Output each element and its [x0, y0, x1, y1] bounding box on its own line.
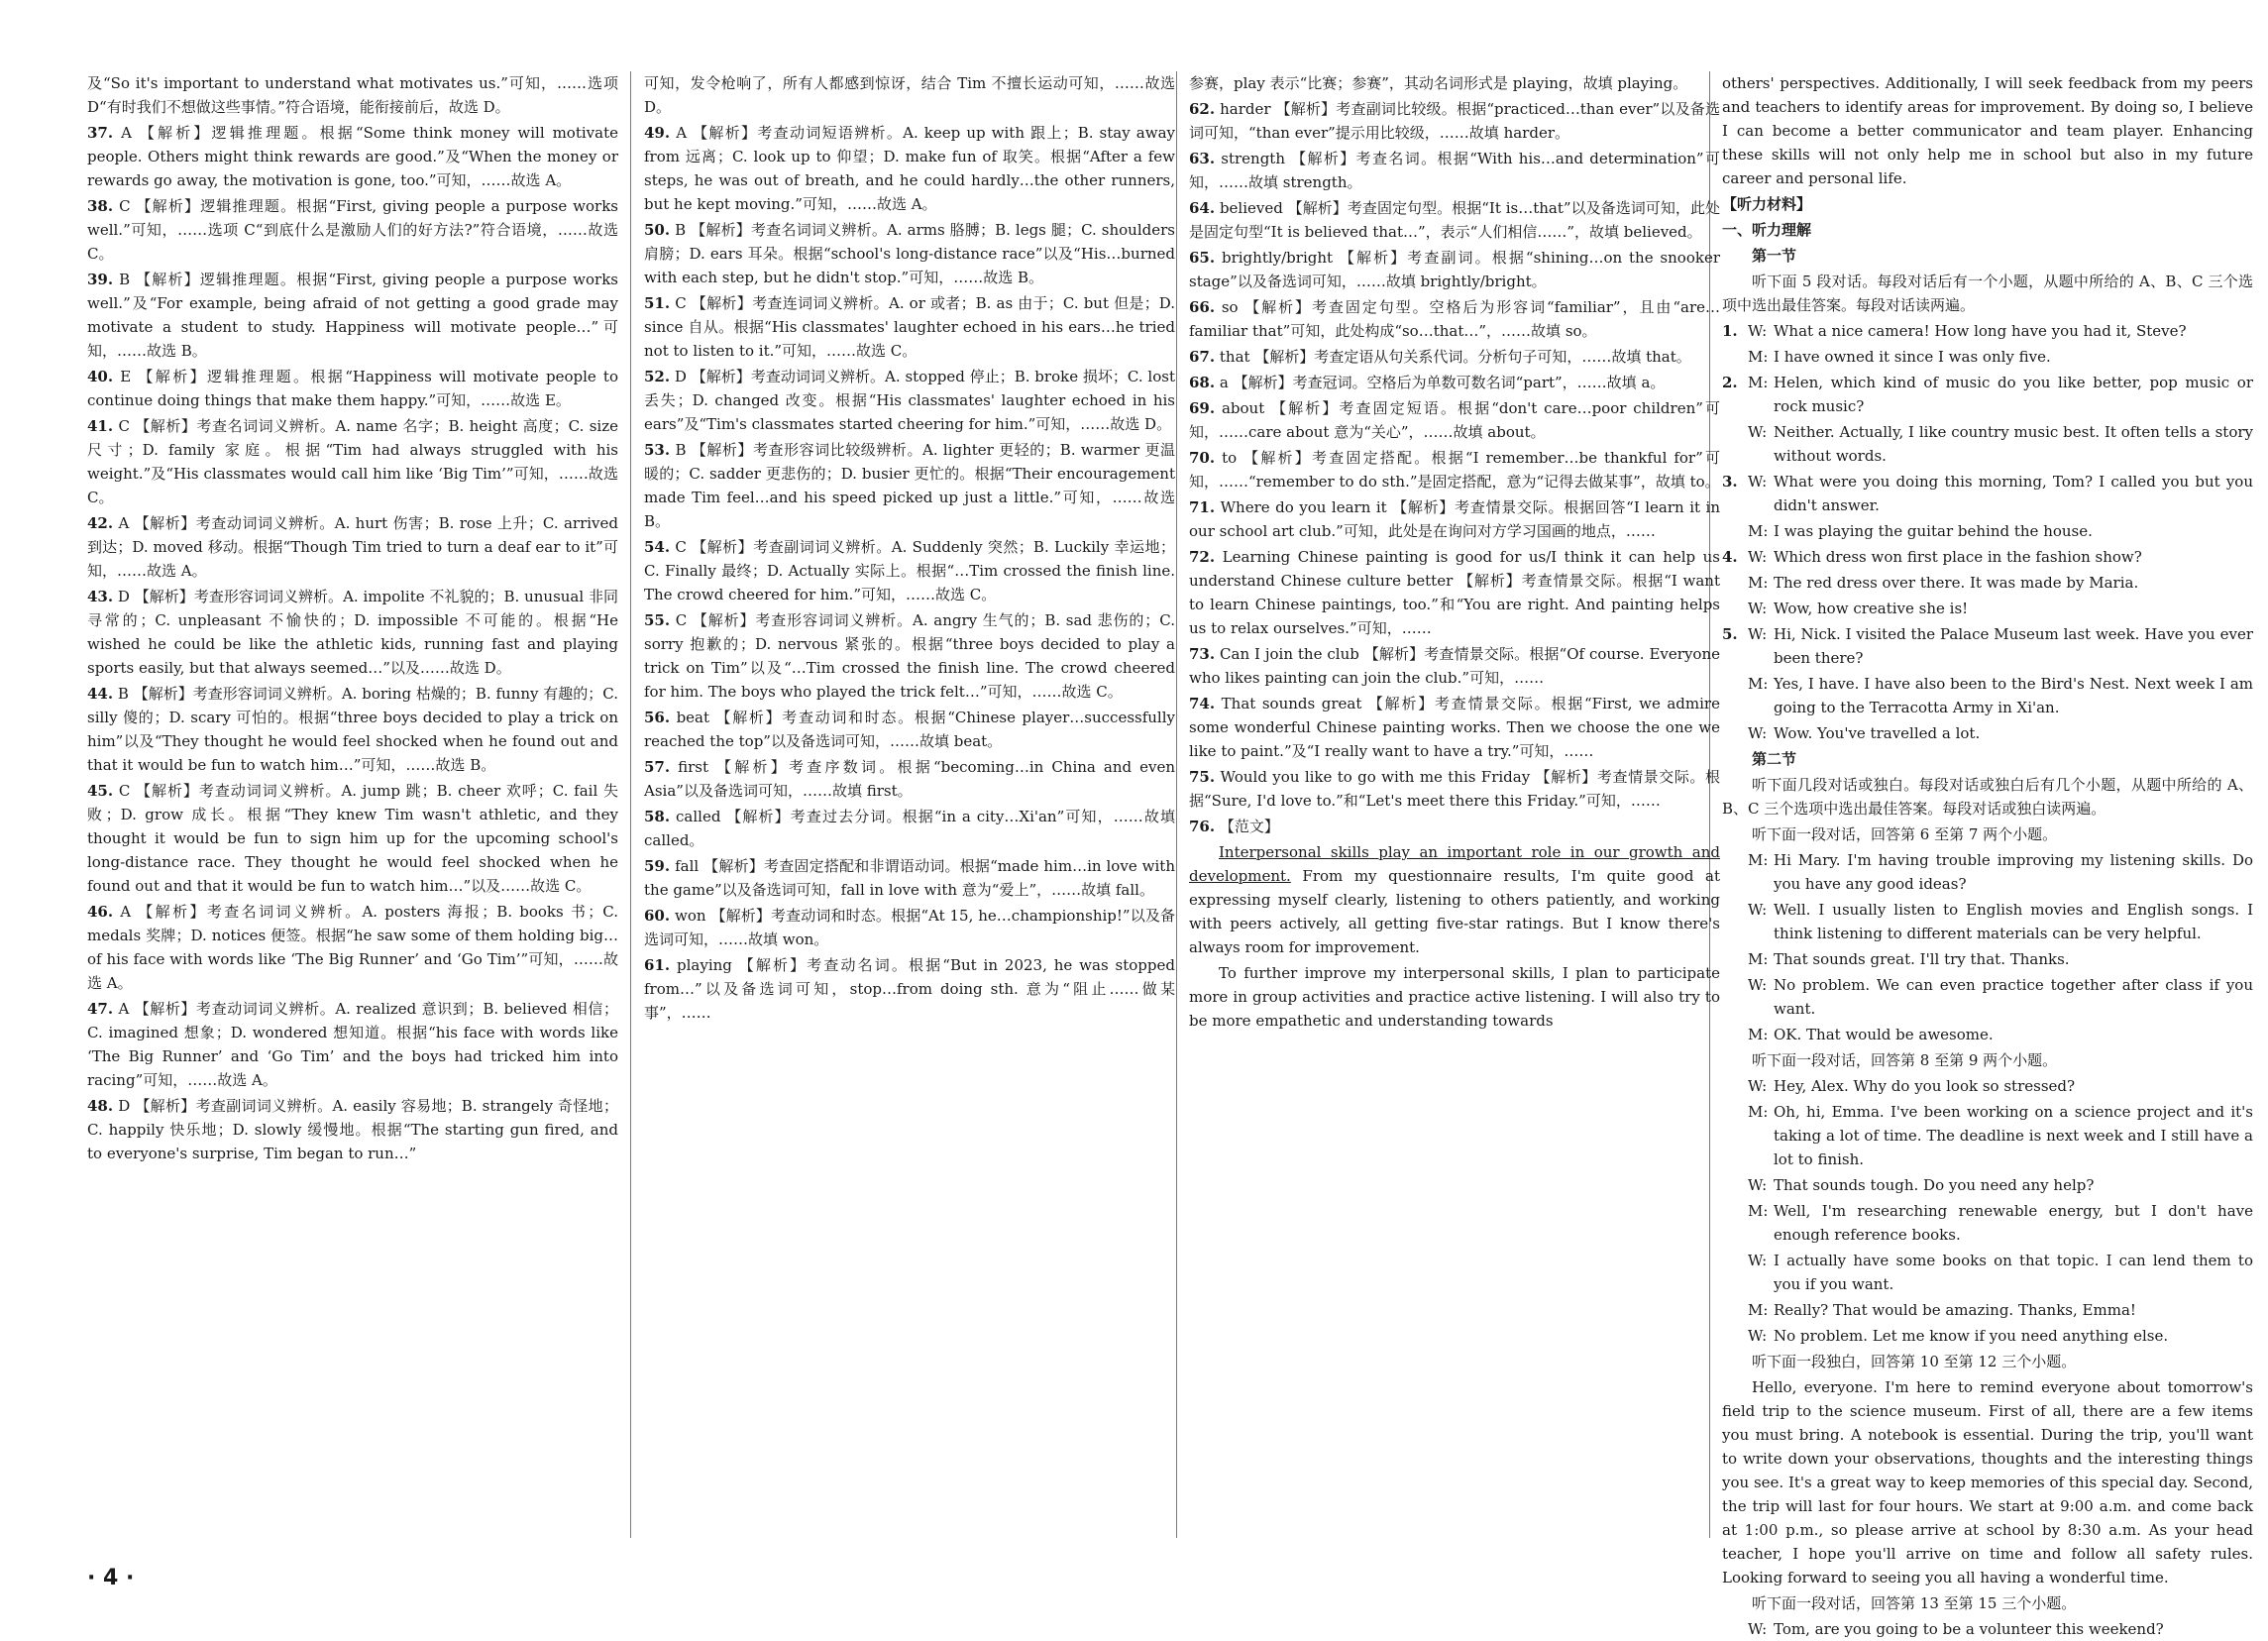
column-2	[644, 71, 1175, 1538]
answer-item	[1722, 1375, 2253, 1589]
dialogue-line	[1722, 1249, 2253, 1296]
speaker-label: W:	[1748, 1176, 1768, 1194]
indent-spacer	[1722, 1199, 1748, 1247]
item-text: 参赛，play 表示“比赛；参赛”，其动名词形式是 playing，故填 playing。	[1189, 74, 1688, 92]
item-text: C 【解析】考查连词词义辨析。A. or 或者；B. as 由于；C. but 但是；D. since 自从。根据“His classmates' laughter echoed in his ears…he tried not to listen to it.”可知，……故选 C。	[644, 294, 1175, 360]
item-text: 一、听力理解	[1722, 221, 1812, 239]
question-number: 63.	[1189, 150, 1216, 167]
essay-paragraph	[1189, 961, 1720, 1033]
item-text: Learning Chinese painting is good for us/I think it can help us understand Chinese culture better 【解析】考查情景交际。根据“I want to learn Chinese paintings, too.”和“You are right. And painting helps us to relax ourselves.”可知，……	[1189, 548, 1720, 637]
answer-item	[644, 608, 1175, 704]
item-text: 听下面一段对话，回答第 13 至第 15 三个小题。	[1752, 1594, 2077, 1612]
question-number: 65.	[1189, 249, 1216, 267]
underlined-topic-sentence: Interpersonal skills play an important role in our growth and development.	[1189, 843, 1720, 885]
indent-spacer	[1722, 1617, 1748, 1641]
question-number: 4.	[1722, 548, 1738, 566]
answer-item	[644, 365, 1175, 436]
dialogue-line	[1722, 848, 2253, 896]
item-text: to 【解析】考查固定搭配。根据“I remember…be thankful for”可知，……“remember to do sth.”是固定搭配，意为“记得去做某事”，故填 to。	[1189, 449, 1720, 491]
dialogue-text: The red dress over there. It was made by Maria.	[1774, 574, 2139, 592]
dialogue-line	[1722, 1023, 2253, 1046]
question-number: 66.	[1189, 298, 1216, 316]
indent-spacer	[1722, 947, 1748, 971]
page-number: · 4 ·	[87, 1566, 135, 1590]
item-text: To further improve my interpersonal skills, I plan to participate more in group activities and practice active listening. I will also try to be more empathetic and understanding towards	[1189, 964, 1720, 1030]
speaker-label: M:	[1748, 950, 1769, 968]
speaker-label: M:	[1748, 374, 1769, 391]
answer-item	[644, 706, 1175, 753]
item-text: C 【解析】考查动词词义辨析。A. jump 跳；B. cheer 欢呼；C. fail 失败；D. grow 成长。根据“They knew Tim wasn't athletic, and they thought it would be fun to sign him up for the upcoming school's long-distance race. They thought he would feel shocked when he found out and that it would be fun to watch him…”以及……故选 C。	[87, 782, 618, 895]
question-number: 54.	[644, 538, 671, 556]
item-text: Can I join the club 【解析】考查情景交际。根据“Of course. Everyone who likes painting can join the club.”可知，……	[1189, 645, 1721, 687]
dialogue-text: I have owned it since I was only five.	[1774, 348, 2051, 366]
question-number: 47.	[87, 1000, 114, 1018]
question-number: 70.	[1189, 449, 1216, 467]
answer-item	[87, 121, 618, 192]
essay-paragraph	[1189, 840, 1720, 959]
item-text: Hello, everyone. I'm here to remind everyone about tomorrow's field trip to the science museum. First of all, there are a few items you must bring. A notebook is essential. During the trip, you'll want to write down your observations, thoughts and the interesting things you see. It's a great way to keep memories of this special day. Second, the trip will last for four hours. We start at 9:00 a.m. and come back at 1:00 p.m., so please arrive at school by 8:30 a.m. As your head teacher, I hope you'll arrive on time and follow all safety rules. Looking forward to seeing you all having a wonderful time.	[1722, 1378, 2253, 1586]
dialogue-text: Oh, hi, Emma. I've been working on a science project and it's taking a lot of time. The deadline is next week and I still have a lot to finish.	[1774, 1103, 2253, 1168]
answer-item	[87, 414, 618, 509]
question-number: 69.	[1189, 399, 1216, 417]
item-text: A 【解析】考查名词词义辨析。A. posters 海报；B. books 书；C. medals 奖牌；D. notices 便签。根据“he saw some of them holding big…of his face with words like ‘The Big Runner’ and ‘Go Tim’”可知，……故选 A。	[87, 903, 618, 992]
item-text: 【范文】	[1219, 818, 1279, 835]
dialogue-text: Yes, I have. I have also been to the Bird's Nest. Next week I am going to the Terracotta Army in Xi'an.	[1774, 675, 2253, 716]
answer-item	[1189, 692, 1720, 763]
indent-spacer	[1722, 1100, 1748, 1171]
dialogue-line	[1722, 1100, 2253, 1171]
answer-item	[87, 997, 618, 1092]
dialogue-line	[1722, 519, 2253, 543]
answer-item	[87, 585, 618, 680]
answer-item	[644, 121, 1175, 216]
answer-item	[87, 268, 618, 363]
answer-item	[644, 438, 1175, 533]
indent-spacer	[1722, 345, 1748, 369]
indent-spacer	[1722, 848, 1748, 896]
item-text: From my questionnaire results, I'm quite good at expressing myself clearly, listening to others patiently, and working with peers actively, all getting five-star ratings. But I know there's always room for improvement.	[1189, 867, 1720, 956]
answer-item	[644, 953, 1175, 1025]
question-number: 55.	[644, 611, 671, 629]
item-text: A 【解析】考查动词短语辨析。A. keep up with 跟上；B. stay away from 远离；C. look up to 仰望；D. make fun of 取笑。根据“After a few steps, he was out of breath, and he could hardly…the other runners, but he kept moving.”可知，……故选 A。	[644, 124, 1175, 213]
question-number: 50.	[644, 221, 671, 239]
speaker-label: W:	[1748, 548, 1768, 566]
indent-spacer	[1722, 898, 1748, 945]
question-number: 56.	[644, 709, 671, 726]
dialogue-line	[1722, 947, 2253, 971]
question-number: 53.	[644, 441, 671, 459]
speaker-label: M:	[1748, 1103, 1769, 1121]
question-number: 44.	[87, 685, 114, 703]
speaker-label: W:	[1748, 473, 1768, 491]
item-text: won 【解析】考查动词和时态。根据“At 15, he…championship!”以及备选词可知，……故填 won。	[644, 907, 1175, 948]
answer-item	[87, 900, 618, 995]
dialogue-line	[1722, 470, 2253, 517]
dialogue-text: Hey, Alex. Why do you look so stressed?	[1774, 1077, 2076, 1095]
answer-item	[87, 365, 618, 412]
item-text: 听下面一段独白，回答第 10 至第 12 三个小题。	[1752, 1353, 2077, 1370]
item-text: 听下面 5 段对话。每段对话后有一个小题，从题中所给的 A、B、C 三个选项中选出最佳答案。每段对话读两遍。	[1722, 273, 2253, 314]
item-text: 听下面一段对话，回答第 6 至第 7 两个小题。	[1752, 825, 2058, 843]
question-number: 52.	[644, 368, 671, 385]
answer-item	[1189, 147, 1720, 194]
indent-spacer	[1722, 1173, 1748, 1197]
speaker-label: M:	[1748, 522, 1769, 540]
question-number: 37.	[87, 124, 114, 142]
answer-item	[1189, 396, 1720, 444]
item-text: strength 【解析】考查名词。根据“With his…and determination”可知，……故填 strength。	[1189, 150, 1720, 191]
item-text: harder 【解析】考查副词比较级。根据“practiced…than ever”以及备选词可知，“than ever”提示用比较级，……故填 harder。	[1189, 100, 1720, 142]
speaker-label: W:	[1748, 724, 1768, 742]
question-number: 60.	[644, 907, 671, 925]
item-text: 听下面一段对话，回答第 8 至第 9 两个小题。	[1752, 1051, 2058, 1069]
question-number: 76.	[1189, 818, 1216, 835]
answer-item	[1189, 196, 1720, 244]
question-number: 40.	[87, 368, 114, 385]
speaker-label: W:	[1748, 976, 1768, 994]
question-number: 61.	[644, 956, 671, 974]
question-number: 67.	[1189, 348, 1216, 366]
dialogue-line	[1722, 898, 2253, 945]
dialogue-text: Neither. Actually, I like country music best. It often tells a story without words.	[1774, 423, 2253, 465]
answer-item	[644, 535, 1175, 606]
speaker-label: W:	[1748, 1252, 1768, 1269]
answer-item	[1722, 822, 2253, 846]
item-text: Where do you learn it 【解析】考查情景交际。根据回答“I learn it in our school art club.”可知，此处是在询问对方学习国画的地点，……	[1189, 498, 1720, 540]
question-number: 2.	[1722, 374, 1738, 391]
dialogue-text: Wow, how creative she is!	[1774, 600, 1969, 617]
answer-item	[644, 71, 1175, 119]
question-number: 73.	[1189, 645, 1216, 663]
question-number: 68.	[1189, 374, 1216, 391]
dialogue-line	[1722, 571, 2253, 595]
question-number: 57.	[644, 758, 671, 776]
dialogue-text: What were you doing this morning, Tom? I called you but you didn't answer.	[1774, 473, 2253, 514]
item-text: B 【解析】考查形容词比较级辨析。A. lighter 更轻的；B. warmer 更温暖的；C. sadder 更悲伤的；D. busier 更忙的。根据“Their encouragement made Tim feel…and his speed picked up just a little.”可知，……故选 B。	[644, 441, 1175, 530]
item-text: That sounds great 【解析】考查情景交际。根据“First, we admire some wonderful Chinese painting works. Then we choose the one we like to paint.”及“I really want to have a try.”可知，……	[1189, 695, 1720, 760]
question-number: 64.	[1189, 199, 1216, 217]
question-number: 5.	[1722, 625, 1738, 643]
indent-spacer	[1722, 1324, 1748, 1348]
dialogue-line	[1722, 622, 2253, 670]
item-text: D 【解析】考查形容词词义辨析。A. impolite 不礼貌的；B. unusual 非同寻常的；C. unpleasant 不愉快的；D. impossible 不可能的。根据“He wished he could be like the athletic kids, running fast and playing sports easily, but that always seemed…”以及……故选 D。	[87, 588, 618, 677]
indent-spacer	[1722, 973, 1748, 1021]
answer-item	[1189, 815, 1720, 838]
dialogue-line	[1722, 1173, 2253, 1197]
item-text: B 【解析】逻辑推理题。根据“First, giving people a purpose works well.”及“For example, being afraid of not getting a good grade may motivate a student to study. Happiness will motivate people…”可知，……故选 B。	[87, 271, 618, 360]
item-text: a 【解析】考查冠词。空格后为单数可数名词“part”，……故填 a。	[1219, 374, 1666, 391]
section-heading	[1722, 192, 2253, 216]
item-text: C 【解析】考查形容词词义辨析。A. angry 生气的；B. sad 悲伤的；C. sorry 抱歉的；D. nervous 紧张的。根据“three boys decided to play a trick on Tim”以及“…Tim crossed the finish line. The crowd cheered for him. The boys who played the trick felt…”可知，……故选 C。	[644, 611, 1175, 701]
column-4	[1722, 71, 2253, 1638]
item-text: 及“So it's important to understand what motivates us.”可知，……选项 D“有时我们不想做这些事情。”符合语境，能衔接前后，故选 D。	[87, 74, 618, 116]
answer-item	[644, 904, 1175, 951]
speaker-label: W:	[1748, 423, 1768, 441]
dialogue-line	[1722, 1298, 2253, 1322]
indent-spacer	[1722, 1023, 1748, 1046]
question-number: 59.	[644, 857, 671, 875]
item-text: Would you like to go with me this Friday 【解析】考查情景交际。根据“Sure, I'd love to.”和“Let's meet there this Friday.”可知，……	[1189, 768, 1720, 810]
dialogue-text: OK. That would be awesome.	[1774, 1026, 1994, 1043]
item-text: about 【解析】考查固定短语。根据“don't care…poor children”可知，……care about 意为“关心”，……故填 about。	[1189, 399, 1720, 441]
dialogue-text: That sounds tough. Do you need any help?	[1774, 1176, 2095, 1194]
dialogue-text: That sounds great. I'll try that. Thanks.	[1774, 950, 2070, 968]
dialogue-text: What a nice camera! How long have you had it, Steve?	[1774, 322, 2187, 340]
section-heading	[1722, 218, 2253, 242]
item-text: D 【解析】考查动词词义辨析。A. stopped 停止；B. broke 损坏；C. lost 丢失；D. changed 改变。根据“His classmates' laughter echoed in his ears”及“Tim's classmates started cheering for him.”可知，……故选 D。	[644, 368, 1175, 433]
question-number: 45.	[87, 782, 114, 800]
question-number: 75.	[1189, 768, 1216, 786]
indent-spacer	[1722, 571, 1748, 595]
question-number: 48.	[87, 1097, 114, 1115]
speaker-label: M:	[1748, 1026, 1769, 1043]
dialogue-line	[1722, 1074, 2253, 1098]
item-text: brightly/bright 【解析】考查副词。根据“shining…on the snooker stage”以及备选词可知，……故填 brightly/bright。	[1189, 249, 1720, 290]
speaker-label: W:	[1748, 1620, 1768, 1638]
answer-item	[1189, 371, 1720, 394]
question-number: 62.	[1189, 100, 1216, 118]
answer-item	[1189, 295, 1720, 343]
item-text: B 【解析】考查形容词词义辨析。A. boring 枯燥的；B. funny 有趣的；C. silly 傻的；D. scary 可怕的。根据“three boys decided to play a trick on him”以及“They thought he would feel shocked when he found out and that it would be fun to watch him…”可知，……故选 B。	[87, 685, 618, 774]
answer-item	[1189, 642, 1720, 690]
speaker-label: M:	[1748, 1202, 1769, 1220]
question-number: 38.	[87, 197, 114, 215]
subsection-heading	[1722, 747, 2253, 771]
dialogue-text: Hi, Nick. I visited the Palace Museum last week. Have you ever been there?	[1774, 625, 2253, 667]
answer-item	[87, 71, 618, 119]
answer-item	[87, 194, 618, 266]
item-text: 第二节	[1752, 750, 1797, 768]
answer-item	[87, 779, 618, 898]
answer-item	[644, 805, 1175, 852]
dialogue-text: I actually have some books on that topic. I can lend them to you if you want.	[1774, 1252, 2253, 1293]
column-divider	[1176, 71, 1177, 1538]
dialogue-line	[1722, 319, 2253, 343]
answer-item	[1189, 495, 1720, 543]
item-text: called 【解析】考查过去分词。根据“in a city…Xi'an”可知，……故填 called。	[644, 808, 1175, 849]
item-text: believed 【解析】考查固定句型。根据“It is…that”以及备选词可知，此处是固定句型“It is believed that…”，表示“人们相信……”，故填 believed。	[1189, 199, 1720, 241]
speaker-label: M:	[1748, 574, 1769, 592]
item-text: E 【解析】逻辑推理题。根据“Happiness will motivate people to continue doing things that make them happy.”可知，……故选 E。	[87, 368, 618, 409]
answer-item	[1722, 1591, 2253, 1615]
item-text: B 【解析】考查名词词义辨析。A. arms 胳膊；B. legs 腿；C. shoulders 肩膀；D. ears 耳朵。根据“school's long-distance race”以及“His…burned with each step, but he didn't stop.”可知，……故选 B。	[644, 221, 1175, 286]
dialogue-line	[1722, 672, 2253, 719]
answer-item	[1189, 246, 1720, 293]
speaker-label: W:	[1748, 901, 1768, 919]
answer-item	[1189, 71, 1720, 95]
speaker-label: M:	[1748, 851, 1769, 869]
dialogue-text: Tom, are you going to be a volunteer this weekend?	[1774, 1620, 2164, 1638]
dialogue-line	[1722, 371, 2253, 418]
item-text: others' perspectives. Additionally, I will seek feedback from my peers and teachers to identify areas for improvement. By doing so, I believe I can become a better communicator and team player. Enhancing these skills will not only help me in school but also in my future career and personal life.	[1722, 74, 2253, 187]
indent-spacer	[1722, 721, 1748, 745]
dialogue-line	[1722, 1199, 2253, 1247]
answer-item	[87, 1094, 618, 1165]
item-text: A 【解析】考查动词词义辨析。A. realized 意识到；B. believed 相信；C. imagined 想象；D. wondered 想知道。根据“his face with words like ‘The Big Runner’ and ‘Go Tim’ and the boys had tricked him into racing”可知，……故选 A。	[87, 1000, 618, 1089]
indent-spacer	[1722, 420, 1748, 468]
dialogue-text: Hi Mary. I'm having trouble improving my listening skills. Do you have any good ideas?	[1774, 851, 2253, 893]
item-text: 可知，发令枪响了，所有人都感到惊讶，结合 Tim 不擅长运动可知，……故选 D。	[644, 74, 1175, 116]
indent-spacer	[1722, 672, 1748, 719]
item-text: 【听力材料】	[1722, 195, 1812, 213]
subsection-heading	[1722, 244, 2253, 268]
item-text: C 【解析】考查名词词义辨析。A. name 名字；B. height 高度；C. size 尺寸；D. family 家庭。根据“Tim had always struggled with his weight.”及“His classmates would call him like ‘Big Tim’”可知，……故选 C。	[87, 417, 618, 506]
speaker-label: W:	[1748, 1327, 1768, 1345]
answer-item	[1189, 765, 1720, 813]
speaker-label: M:	[1748, 348, 1769, 366]
indent-spacer	[1722, 519, 1748, 543]
answer-item	[1189, 345, 1720, 369]
answer-item	[1722, 1048, 2253, 1072]
item-text: so 【解析】考查固定句型。空格后为形容词“familiar”，且由“are…familiar that”可知，此处构成“so…that…”，……故填 so。	[1189, 298, 1720, 340]
item-text: that 【解析】考查定语从句关系代词。分析句子可知，……故填 that。	[1219, 348, 1691, 366]
dialogue-line	[1722, 420, 2253, 468]
answer-item	[1189, 545, 1720, 640]
question-number: 3.	[1722, 473, 1738, 491]
dialogue-line	[1722, 597, 2253, 620]
answer-item	[1722, 773, 2253, 820]
item-text: C 【解析】逻辑推理题。根据“First, giving people a purpose works well.”可知，……选项 C“到底什么是激励人们的好方法?”符合语境，……故选 C。	[87, 197, 618, 263]
indent-spacer	[1722, 597, 1748, 620]
question-number: 39.	[87, 271, 114, 288]
dialogue-text: Well, I'm researching renewable energy, but I don't have enough reference books.	[1774, 1202, 2253, 1244]
column-3	[1189, 71, 1720, 1538]
answer-item	[1189, 97, 1720, 145]
question-number: 43.	[87, 588, 114, 605]
answer-item	[87, 511, 618, 583]
answer-item	[1722, 71, 2253, 190]
answer-item	[1189, 446, 1720, 493]
item-text: first 【解析】考查序数词。根据“becoming…in China and even Asia”以及备选词可知，……故填 first。	[644, 758, 1175, 800]
dialogue-line	[1722, 545, 2253, 569]
question-number: 1.	[1722, 322, 1738, 340]
question-number: 51.	[644, 294, 671, 312]
dialogue-text: I was playing the guitar behind the house.	[1774, 522, 2093, 540]
speaker-label: W:	[1748, 322, 1768, 340]
speaker-label: W:	[1748, 600, 1768, 617]
speaker-label: M:	[1748, 675, 1769, 693]
question-number: 71.	[1189, 498, 1216, 516]
dialogue-text: No problem. We can even practice together after class if you want.	[1774, 976, 2253, 1018]
indent-spacer	[1722, 1249, 1748, 1296]
item-text: 听下面几段对话或独白。每段对话或独白后有几个小题，从题中所给的 A、B、C 三个选项中选出最佳答案。每段对话或独白读两遍。	[1722, 776, 2253, 818]
question-number: 74.	[1189, 695, 1216, 712]
answer-item	[644, 854, 1175, 902]
dialogue-line	[1722, 721, 2253, 745]
item-text: C 【解析】考查副词词义辨析。A. Suddenly 突然；B. Luckily 幸运地；C. Finally 最终；D. Actually 实际上。根据“…Tim crossed the finish line. The crowd cheered for him.”可知，……故选 C。	[644, 538, 1175, 603]
indent-spacer	[1722, 1298, 1748, 1322]
question-number: 42.	[87, 514, 114, 532]
question-number: 46.	[87, 903, 114, 921]
dialogue-line	[1722, 1617, 2253, 1641]
item-text: 第一节	[1752, 247, 1797, 265]
speaker-label: W:	[1748, 1077, 1768, 1095]
column-divider	[630, 71, 631, 1538]
speaker-label: M:	[1748, 1301, 1769, 1319]
dialogue-text: Well. I usually listen to English movies and English songs. I think listening to different materials can be very helpful.	[1774, 901, 2253, 942]
answer-item	[1722, 270, 2253, 317]
question-number: 72.	[1189, 548, 1216, 566]
item-text: beat 【解析】考查动词和时态。根据“Chinese player…successfully reached the top”以及备选词可知，……故填 beat。	[644, 709, 1175, 750]
answer-item	[644, 218, 1175, 289]
item-text: D 【解析】考查副词词义辨析。A. easily 容易地；B. strangely 奇怪地；C. happily 快乐地；D. slowly 缓慢地。根据“The starting gun fired, and to everyone's surprise, Tim began to run…”	[87, 1097, 618, 1162]
item-text: fall 【解析】考查固定搭配和非谓语动词。根据“made him…in love with the game”以及备选词可知，fall in love with 意为“爱上”，……故填 fall。	[644, 857, 1175, 899]
dialogue-text: No problem. Let me know if you need anything else.	[1774, 1327, 2169, 1345]
dialogue-text: Wow. You've travelled a lot.	[1774, 724, 1981, 742]
answer-item	[1722, 1350, 2253, 1373]
question-number: 41.	[87, 417, 114, 435]
answer-item	[644, 291, 1175, 363]
dialogue-line	[1722, 345, 2253, 369]
dialogue-text: Helen, which kind of music do you like better, pop music or rock music?	[1774, 374, 2253, 415]
indent-spacer	[1722, 1074, 1748, 1098]
answer-item	[644, 755, 1175, 803]
item-text: A 【解析】考查动词词义辨析。A. hurt 伤害；B. rose 上升；C. arrived 到达；D. moved 移动。根据“Though Tim tried to turn a deaf ear to it”可知，……故选 A。	[87, 514, 618, 580]
speaker-label: W:	[1748, 625, 1768, 643]
dialogue-text: Which dress won first place in the fashion show?	[1774, 548, 2142, 566]
dialogue-line	[1722, 1324, 2253, 1348]
item-text: A 【解析】逻辑推理题。根据“Some think money will motivate people. Others might think rewards are good.”及“When the money or rewards go away, the motivation is gone, too.”可知，……故选 A。	[87, 124, 618, 189]
answer-item	[87, 682, 618, 777]
question-number: 49.	[644, 124, 671, 142]
dialogue-text: Really? That would be amazing. Thanks, Emma!	[1774, 1301, 2136, 1319]
dialogue-line	[1722, 973, 2253, 1021]
column-1	[87, 71, 618, 1538]
item-text: playing 【解析】考查动名词。根据“But in 2023, he was stopped from…”以及备选词可知，stop…from doing sth. 意为“阻止……做某事”，……	[644, 956, 1175, 1022]
question-number: 58.	[644, 808, 671, 825]
